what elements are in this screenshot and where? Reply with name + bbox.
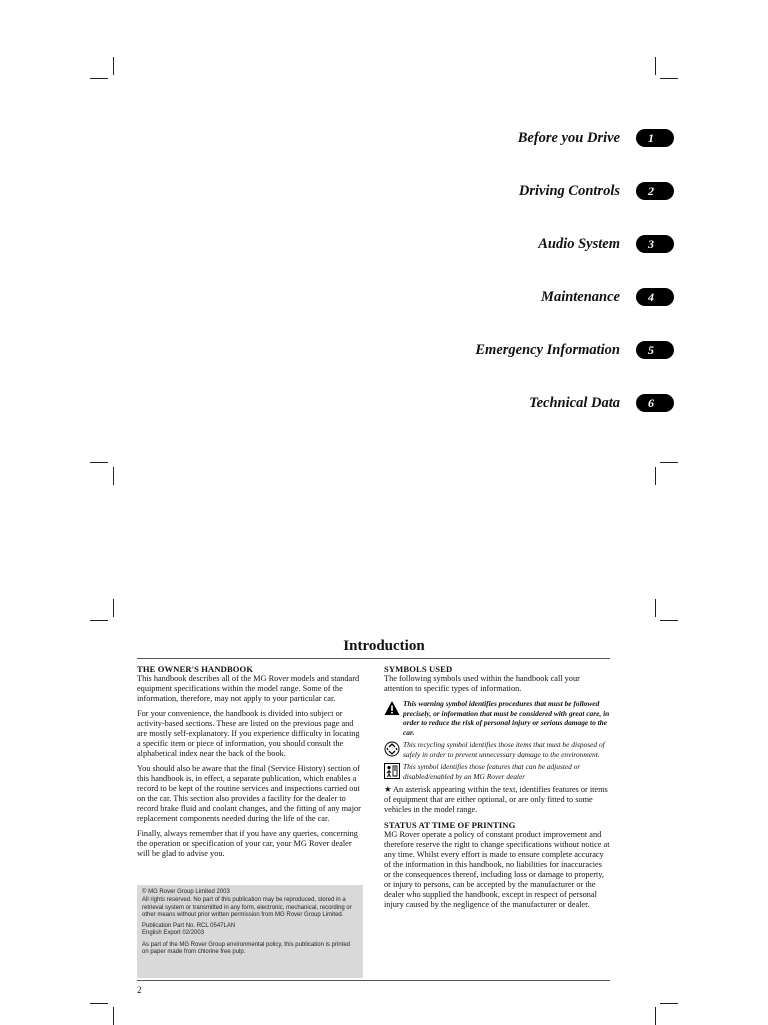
section-heading: THE OWNER'S HANDBOOK [137, 664, 254, 674]
toc-label: Emergency Information [475, 341, 620, 358]
paragraph: Finally, always remember that if you have any queries, concerning the operation or specification of your car, your MG Rover dealer will be glad to advise you. [137, 829, 358, 858]
toc-item-maintenance[interactable] [541, 287, 674, 307]
warning-triangle-icon [384, 700, 400, 716]
crop-mark [90, 620, 108, 621]
owners-handbook-section [137, 664, 363, 864]
dealer-adjust-icon [384, 763, 400, 779]
toc-item-driving-controls[interactable] [519, 181, 674, 201]
paragraph: For your convenience, the handbook is divided into subject or activity-based sections. These are listed on the previous page and are mostly self-explanatory. If you experience difficulty in locating a specific item or piece of information, you should consult the alphabetical index near the back of the book. [137, 709, 360, 758]
title-divider [137, 658, 610, 659]
crop-mark [655, 599, 656, 617]
crop-mark [90, 1003, 108, 1004]
paragraph: This handbook describes all of the MG Rover models and standard equipment specifications within the model range. Some of the information, therefore, may not apply to your particular car. [137, 674, 360, 703]
section-number-badge: 4 [636, 288, 674, 306]
recycle-icon [384, 741, 400, 757]
paragraph: The following symbols used within the handbook call your attention to specific types of information. [384, 674, 580, 693]
copyright-line: © MG Rover Group Limited 2003 [142, 889, 230, 895]
copyright-box [137, 885, 363, 978]
crop-mark [90, 78, 108, 79]
warning-symbol-row [384, 699, 610, 737]
environment-notice: As part of the MG Rover Group environmental policy, this publication is printed on paper made from chlorine free pulp. [142, 941, 350, 956]
toc-label: Technical Data [529, 394, 620, 411]
asterisk-note: ★ An asterisk appearing within the text, identifies features or items of equipment that are either optional, or are only fitted to some vehicles in the model range. [384, 785, 608, 814]
paragraph: You should also be aware that the final (Service History) section of this handbook is, in effect, a separate publication, which enables a record to be kept of the routine services and inspections carried out on the car. This section also provides a facility for the dealer to record brake fluid and coolant changes, and the fitting of any major replacement components needed during the life of the car. [137, 764, 361, 823]
crop-mark [113, 467, 114, 485]
toc-item-technical-data[interactable] [529, 393, 674, 413]
warning-description: This warning symbol identifies procedures that must be followed precisely, or information that must be considered with great care, in order to reduce the risk of personal injury or serious damage to the car. [403, 699, 610, 737]
toc-item-emergency-information[interactable] [475, 340, 674, 360]
toc-item-before-you-drive[interactable] [518, 128, 674, 148]
dealer-description: This symbol identifies those features that can be adjusted or disabled/enabled by an MG Rover dealer [403, 762, 581, 781]
section-number-badge: 5 [636, 341, 674, 359]
page-number: 2 [137, 985, 142, 995]
crop-mark [113, 57, 114, 75]
section-number-badge: 2 [636, 182, 674, 200]
toc-item-audio-system[interactable] [538, 234, 674, 254]
toc-label: Audio System [538, 235, 620, 252]
section-number-badge: 3 [636, 235, 674, 253]
recycle-symbol-row [384, 740, 610, 759]
crop-mark [90, 462, 108, 463]
crop-mark [655, 467, 656, 485]
edition-line: English Export 02/2003 [142, 930, 205, 937]
footer-divider [137, 980, 610, 981]
section-heading: SYMBOLS USED [384, 664, 453, 674]
recycle-description: This recycling symbol identifies those items that must be disposed of safely in order to prevent unnecessary damage to the environment. [403, 740, 605, 759]
crop-mark [113, 599, 114, 617]
publication-part-number: Publication Part No. RCL 0547LAN [142, 923, 236, 930]
crop-mark [655, 1007, 656, 1025]
rights-notice: All rights reserved. No part of this publication may be reproduced, stored in a retrieval system or transmitted in any form, electronic, mechanical, recording or other means without prior written permission from MG Rover Group Limited. [142, 897, 352, 918]
crop-mark [660, 462, 678, 463]
section-number-badge: 6 [636, 394, 674, 412]
symbols-section [384, 664, 610, 915]
crop-mark [660, 620, 678, 621]
paragraph: MG Rover operate a policy of constant product improvement and therefore reserve the right to change specifications without notice at any time. Whilst every effort is made to ensure complete accuracy of the information in this handbook, no liabilities for inaccuracies or the consequences thereof, including loss or damage to property, or injury to persons, can be accepted by the manufacturer or the dealer who supplied the handbook, except in respect of personal injury caused by the negligence of the manufacturer or dealer. [384, 830, 610, 909]
toc-label: Before you Drive [517, 129, 620, 146]
page-title: Introduction [343, 638, 425, 654]
toc-label: Maintenance [541, 288, 620, 305]
crop-mark [655, 57, 656, 75]
section-number-badge: 1 [636, 129, 674, 147]
crop-mark [113, 1007, 114, 1025]
section-heading: STATUS AT TIME OF PRINTING [384, 820, 516, 830]
crop-mark [660, 1003, 678, 1004]
toc-label: Driving Controls [518, 182, 620, 199]
crop-mark [660, 78, 678, 79]
dealer-symbol-row [384, 762, 610, 781]
